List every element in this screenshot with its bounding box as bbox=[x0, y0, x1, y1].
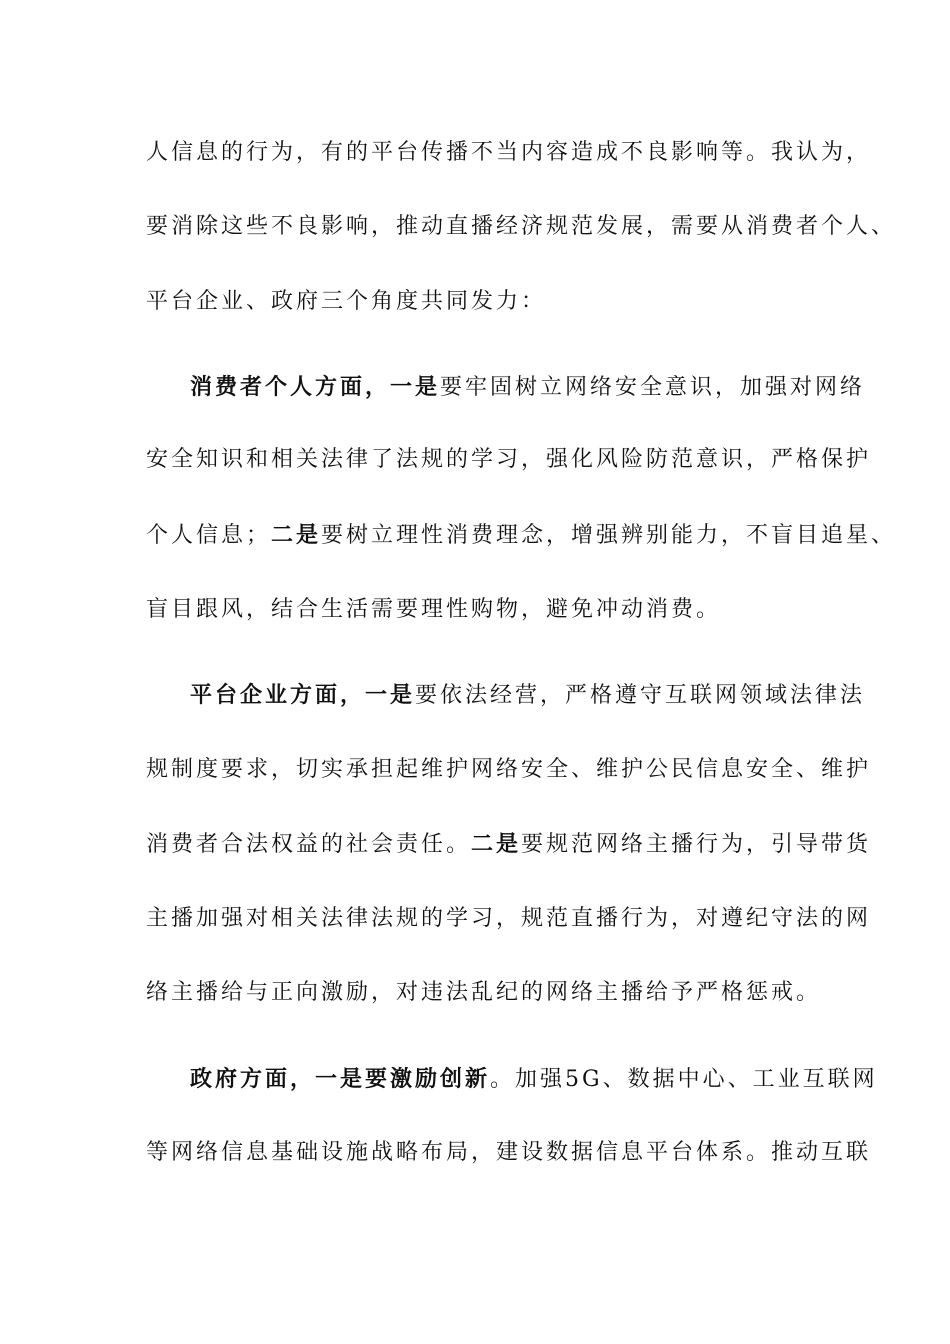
bold-text: 政府方面，一是要激励创新 bbox=[190, 1066, 491, 1092]
text-run: 要规范网络主播行为，引导带货 bbox=[521, 832, 872, 857]
paragraph-platform-start bbox=[190, 682, 865, 709]
text-run: 等网络信息基础设施战略布局，建设数据信息平台体系。推动互联 bbox=[146, 1140, 872, 1165]
text-line bbox=[146, 522, 896, 549]
text-line bbox=[146, 214, 896, 240]
bold-text: 二是 bbox=[271, 522, 322, 548]
text-run: 消费者合法权益的社会责任。 bbox=[146, 832, 472, 857]
text-run: 平台企业、政府三个角度共同发力： bbox=[146, 289, 547, 314]
text-line bbox=[146, 140, 871, 166]
text-run: 规制度要求，切实承担起维护网络安全、维护公民信息安全、维护 bbox=[146, 757, 872, 782]
text-run: 。加强5G、数据中心、工业互联网 bbox=[490, 1067, 878, 1092]
text-line bbox=[146, 980, 821, 1006]
paragraph-government-start bbox=[190, 1066, 878, 1093]
text-run: 络主播给与正向激励，对违法乱纪的网络主播给予严格惩戒。 bbox=[146, 980, 822, 1005]
text-run: 要消除这些不良影响，推动直播经济规范发展，需要从消费者个人、 bbox=[146, 214, 897, 239]
text-run: 盲目跟风，结合生活需要理性购物，避免冲动消费。 bbox=[146, 597, 722, 622]
text-line bbox=[146, 757, 871, 783]
text-line bbox=[146, 597, 721, 623]
text-run: 要依法经营，严格遵守互联网领域法律法 bbox=[415, 683, 866, 708]
bold-text: 平台企业方面，一是 bbox=[190, 682, 416, 708]
text-line bbox=[146, 289, 546, 315]
text-run: 主播加强对相关法律法规的学习，规范直播行为，对遵纪守法的网 bbox=[146, 906, 872, 931]
text-line bbox=[146, 1140, 871, 1166]
text-run: 个人信息； bbox=[146, 523, 272, 548]
text-run: 人信息的行为，有的平台传播不当内容造成不良影响等。我认为， bbox=[146, 140, 872, 165]
text-run: 要树立理性消费理念，增强辨别能力，不盲目追星、 bbox=[321, 523, 897, 548]
text-run: 要牢固树立网络安全意识，加强对网络 bbox=[440, 375, 866, 400]
text-line bbox=[146, 447, 871, 473]
bold-text: 消费者个人方面，一是 bbox=[190, 374, 441, 400]
bold-text: 二是 bbox=[471, 831, 522, 857]
text-line bbox=[146, 906, 871, 932]
paragraph-consumer-start bbox=[190, 374, 865, 401]
text-line bbox=[146, 831, 871, 858]
text-run: 安全知识和相关法律了法规的学习，强化风险防范意识，严格保护 bbox=[146, 447, 872, 472]
